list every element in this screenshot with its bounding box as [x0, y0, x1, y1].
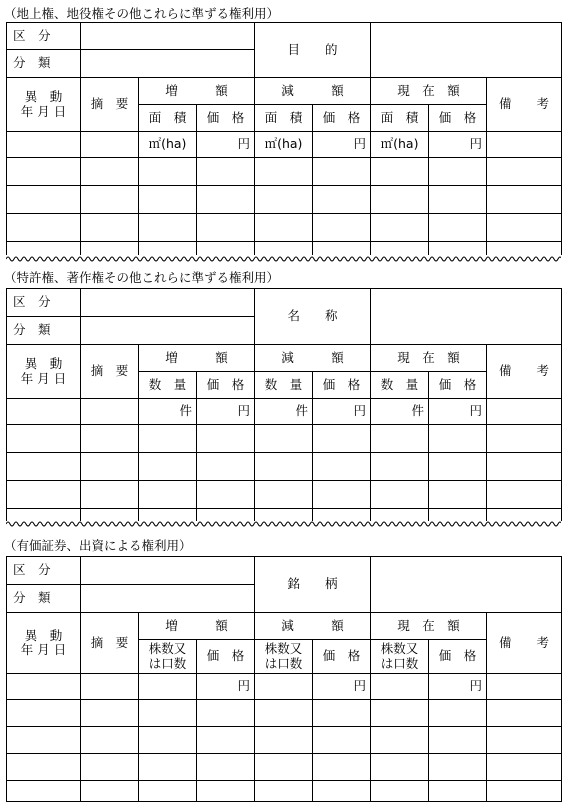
table-row [7, 754, 562, 781]
cell[interactable] [7, 399, 81, 425]
cell[interactable] [7, 674, 81, 700]
price-header: 価 格 [197, 372, 255, 399]
table-row [7, 242, 562, 255]
shares-header [255, 640, 313, 674]
decrease-header: 減 額 [255, 613, 371, 640]
unit-yen: 円 [313, 674, 371, 700]
quantity-header: 数 量 [255, 372, 313, 399]
unit-area: ㎡(ha) [139, 132, 197, 158]
unit-count: 件 [371, 399, 429, 425]
shares-label-line1: 株数又 [148, 641, 187, 657]
summary-header: 摘 要 [81, 345, 139, 399]
bunrui-label: 分 類 [7, 50, 81, 78]
purpose-field[interactable] [371, 23, 562, 78]
unit-count: 件 [255, 399, 313, 425]
cell[interactable] [371, 674, 429, 700]
purpose-label: 目 的 [255, 23, 371, 78]
ymd-label: 年 月 日 [20, 103, 67, 119]
table-row [7, 186, 562, 214]
cell[interactable] [487, 399, 562, 425]
price-header: 価 格 [313, 105, 371, 132]
shares-label-line1: 株数又 [264, 641, 303, 657]
price-header: 価 格 [197, 640, 255, 674]
cell[interactable] [81, 674, 139, 700]
quantity-header: 数 量 [371, 372, 429, 399]
area-header: 面 積 [255, 105, 313, 132]
area-header: 面 積 [139, 105, 197, 132]
shares-label-line2: は口数 [148, 655, 187, 671]
remarks-header: 備 考 [487, 613, 562, 674]
bunrui-label: 分 類 [7, 317, 81, 345]
kubun-label: 区 分 [7, 557, 81, 585]
cell[interactable] [255, 674, 313, 700]
cell[interactable] [487, 132, 562, 158]
ledger-table-land-rights [6, 22, 562, 255]
table-row [7, 781, 562, 802]
shares-header [371, 640, 429, 674]
current-header: 現 在 額 [371, 613, 487, 640]
shares-label-line2: は口数 [264, 655, 303, 671]
cell[interactable] [81, 399, 139, 425]
area-header: 面 積 [371, 105, 429, 132]
increase-header: 増 額 [139, 613, 255, 640]
increase-header: 増 額 [139, 345, 255, 372]
change-date-header [7, 78, 81, 132]
unit-count: 件 [139, 399, 197, 425]
bunrui-field[interactable] [81, 50, 255, 78]
shares-label-line2: は口数 [380, 655, 419, 671]
change-label: 異 動 [24, 356, 63, 372]
unit-yen: 円 [197, 674, 255, 700]
cell[interactable] [487, 674, 562, 700]
summary-header: 摘 要 [81, 78, 139, 132]
table-row [7, 509, 562, 521]
table-row [7, 481, 562, 509]
table-row [7, 425, 562, 453]
decrease-header: 減 額 [255, 345, 371, 372]
break-line [6, 520, 561, 528]
table-row [7, 700, 562, 727]
shares-header [139, 640, 197, 674]
unit-yen: 円 [313, 399, 371, 425]
section-title: （特許権、著作権その他これらに準ずる権利用） [4, 270, 280, 285]
brand-label: 銘 柄 [255, 557, 371, 613]
table-row [7, 214, 562, 242]
unit-yen: 円 [429, 674, 487, 700]
unit-yen: 円 [313, 132, 371, 158]
increase-header: 増 額 [139, 78, 255, 105]
kubun-field[interactable] [81, 289, 255, 317]
remarks-header: 備 考 [487, 345, 562, 399]
ledger-table-securities [6, 556, 562, 802]
price-header: 価 格 [429, 372, 487, 399]
unit-yen: 円 [429, 132, 487, 158]
bunrui-field[interactable] [81, 317, 255, 345]
unit-yen: 円 [197, 132, 255, 158]
ledger-table-ip-rights [6, 288, 562, 521]
price-header: 価 格 [429, 105, 487, 132]
brand-field[interactable] [371, 557, 562, 613]
kubun-field[interactable] [81, 557, 255, 585]
ymd-label: 年 月 日 [20, 370, 67, 386]
cell[interactable] [81, 132, 139, 158]
price-header: 価 格 [197, 105, 255, 132]
bunrui-label: 分 類 [7, 585, 81, 613]
section-title: （有価証券、出資による権利用） [4, 538, 192, 553]
quantity-header: 数 量 [139, 372, 197, 399]
price-header: 価 格 [429, 640, 487, 674]
price-header: 価 格 [313, 372, 371, 399]
price-header: 価 格 [313, 640, 371, 674]
break-line [6, 255, 561, 263]
change-label: 異 動 [24, 627, 63, 643]
name-label: 名 称 [255, 289, 371, 345]
name-field[interactable] [371, 289, 562, 345]
unit-yen: 円 [429, 399, 487, 425]
table-row [7, 453, 562, 481]
current-header: 現 在 額 [371, 345, 487, 372]
decrease-header: 減 額 [255, 78, 371, 105]
bunrui-field[interactable] [81, 585, 255, 613]
cell[interactable] [7, 132, 81, 158]
unit-yen: 円 [197, 399, 255, 425]
unit-area: ㎡(ha) [371, 132, 429, 158]
change-date-header [7, 613, 81, 674]
shares-label-line1: 株数又 [380, 641, 419, 657]
summary-header: 摘 要 [81, 613, 139, 674]
cell[interactable] [139, 674, 197, 700]
kubun-field[interactable] [81, 23, 255, 50]
unit-area: ㎡(ha) [255, 132, 313, 158]
kubun-label: 区 分 [7, 289, 81, 317]
section-title: （地上権、地役権その他これらに準ずる権利用） [4, 6, 280, 21]
change-label: 異 動 [24, 89, 63, 105]
change-date-header [7, 345, 81, 399]
table-row [7, 727, 562, 754]
current-header: 現 在 額 [371, 78, 487, 105]
remarks-header: 備 考 [487, 78, 562, 132]
ymd-label: 年 月 日 [20, 642, 67, 657]
table-row [7, 158, 562, 186]
kubun-label: 区 分 [7, 23, 81, 50]
